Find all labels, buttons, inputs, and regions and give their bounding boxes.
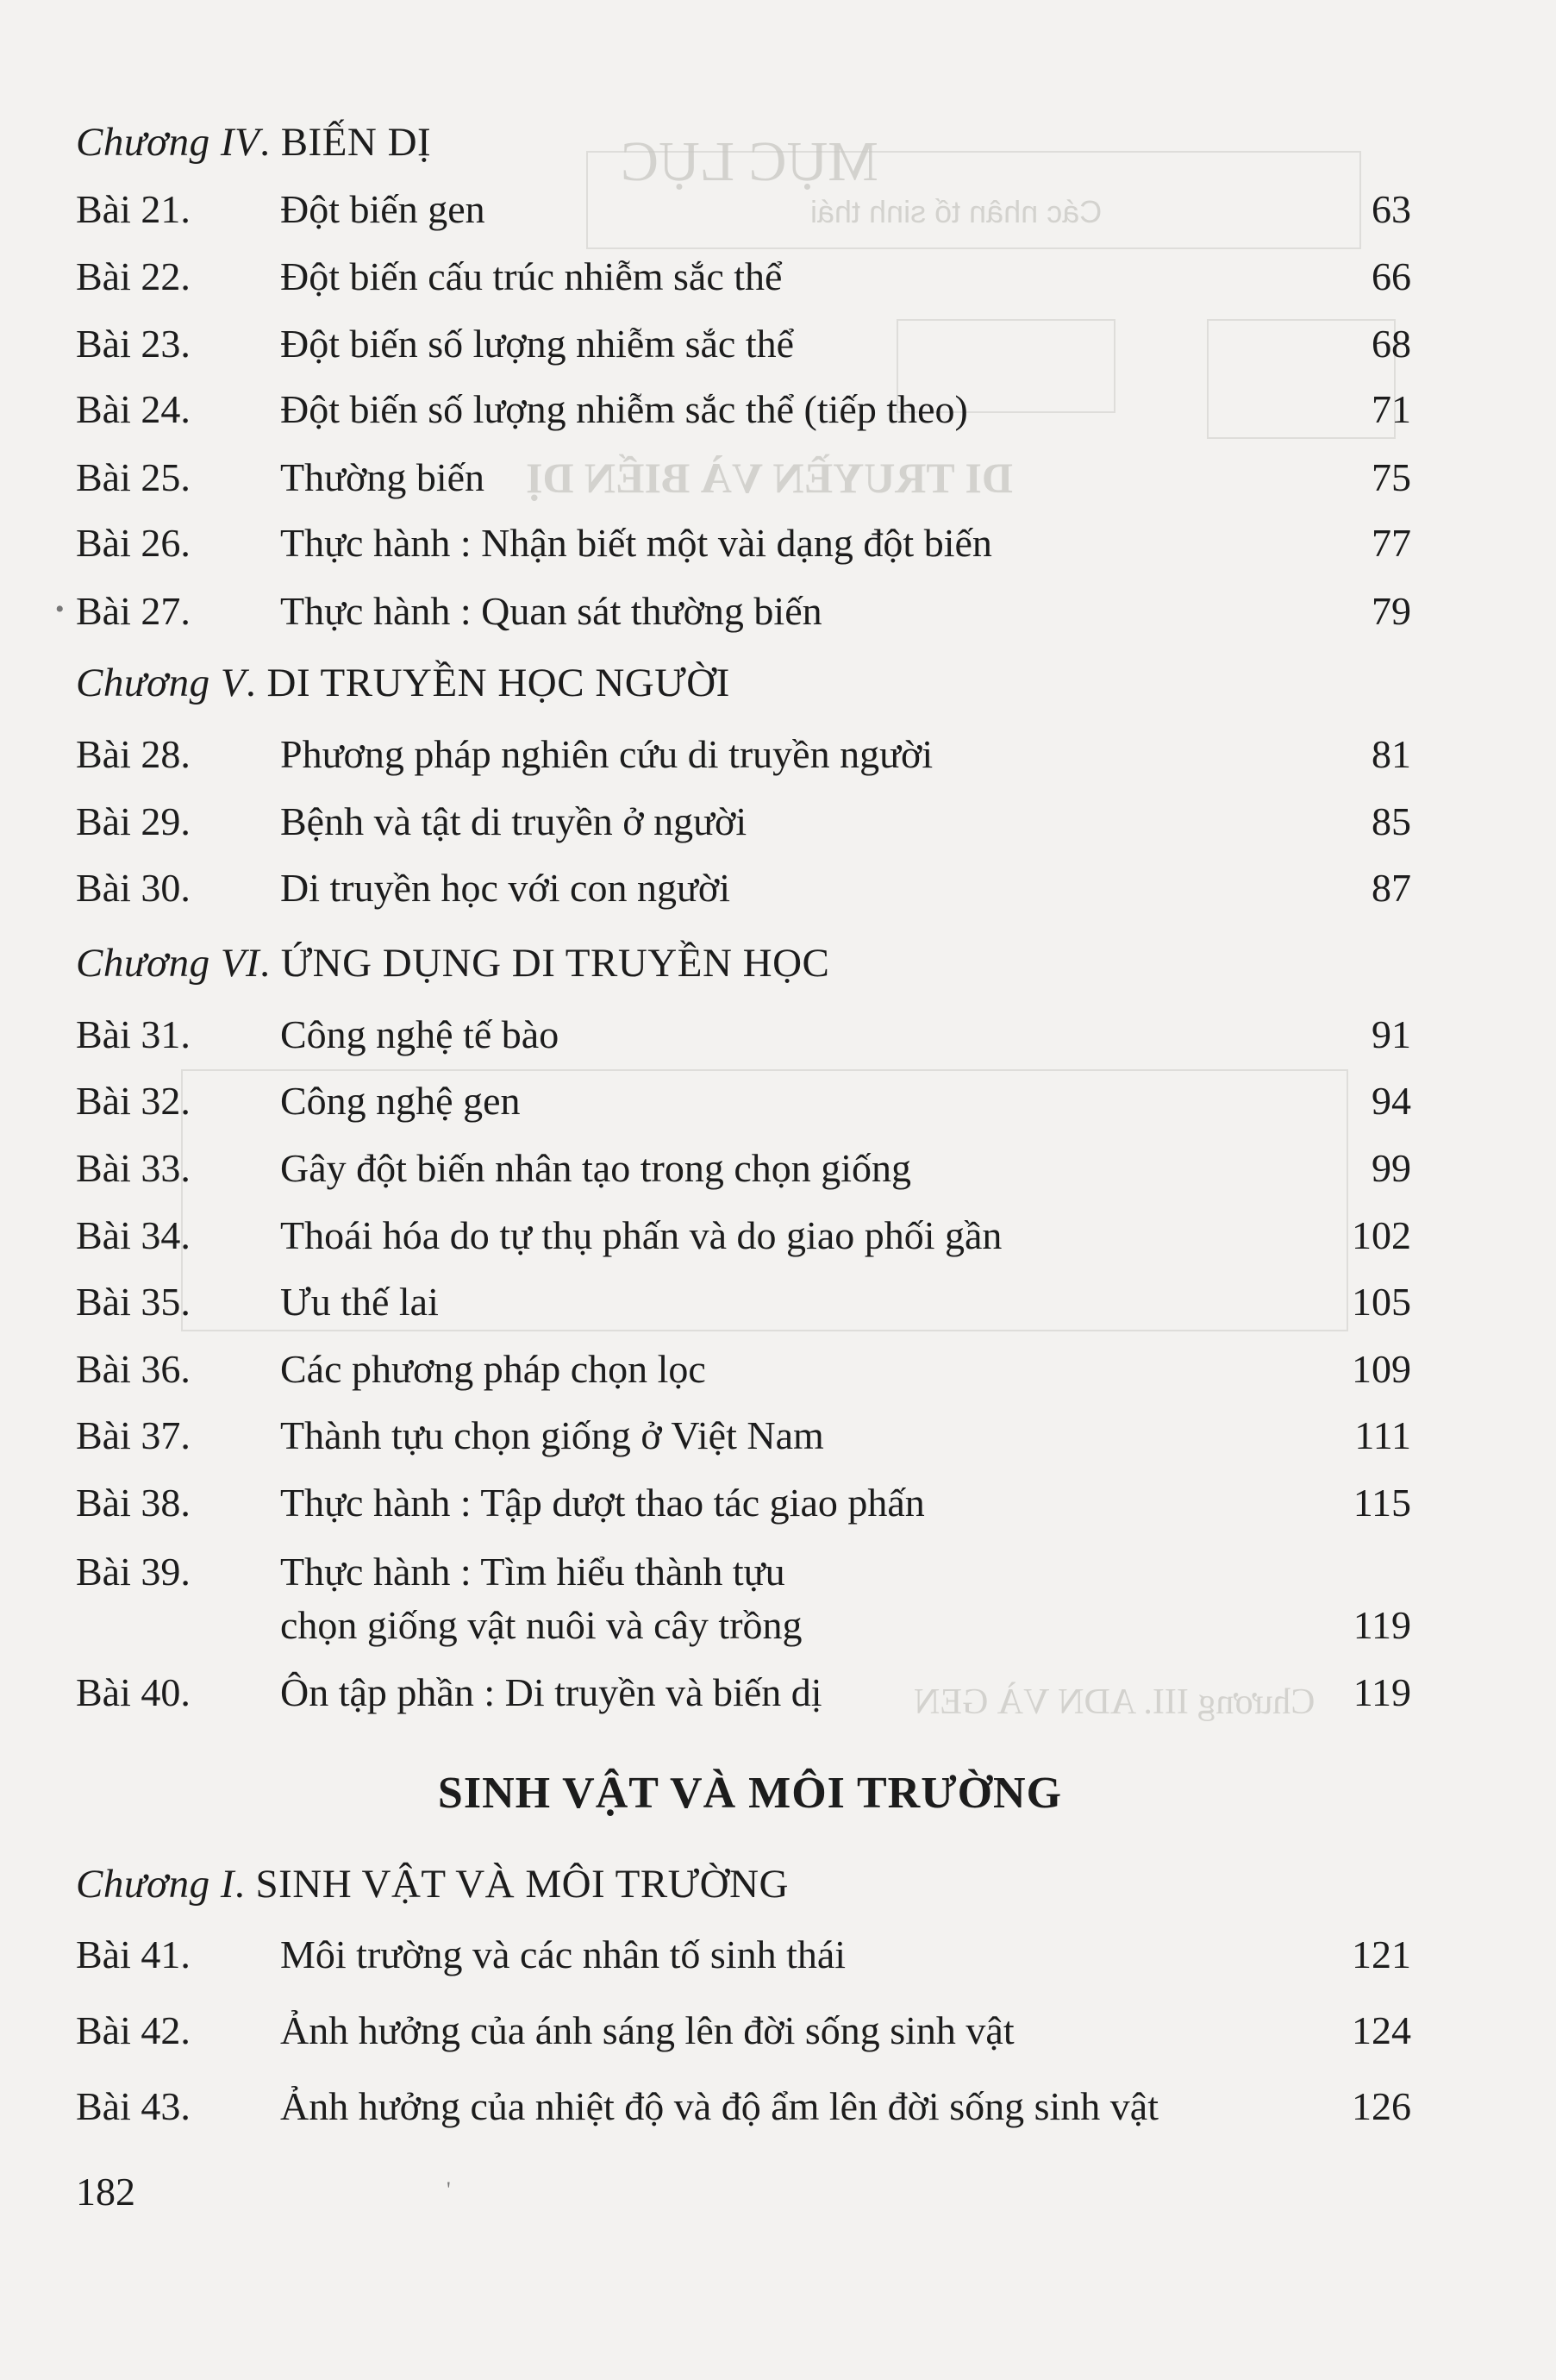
lesson-number: Bài 32.: [76, 1079, 191, 1123]
lesson-title: Thực hành : Quan sát thường biến: [280, 589, 822, 633]
lesson-title: Thực hành : Nhận biết một vài dạng đột biến: [280, 521, 992, 565]
lesson-page: 111: [1354, 1413, 1411, 1457]
part-heading: SINH VẬT VÀ MÔI TRƯỜNG: [437, 1769, 1063, 1818]
lesson-title: Gây đột biến nhân tạo trong chọn giống: [280, 1146, 912, 1190]
chapter-title: . BIẾN DỊ: [259, 120, 432, 165]
lesson-number: Bài 43.: [76, 2084, 191, 2128]
lesson-number: Bài 42.: [76, 2008, 191, 2052]
lesson-number: Bài 22.: [76, 254, 191, 298]
lesson-page: 102: [1352, 1213, 1411, 1257]
stray-mark: •: [55, 595, 65, 623]
lesson-title: Công nghệ gen: [280, 1079, 521, 1123]
lesson-page: 126: [1352, 2084, 1411, 2128]
lesson-title: Bệnh và tật di truyền ở người: [280, 799, 747, 843]
lesson-page: 121: [1352, 1932, 1411, 1976]
lesson-number: Bài 28.: [76, 732, 191, 776]
lesson-page: 71: [1372, 387, 1411, 431]
lesson-title: Ảnh hưởng của ánh sáng lên đời sống sinh vật: [280, 2008, 1015, 2052]
chapter-label: Chương I: [76, 1862, 234, 1907]
lesson-title-line-2: chọn giống vật nuôi và cây trồng: [280, 1603, 803, 1647]
lesson-number: Bài 26.: [76, 521, 191, 565]
lesson-number: Bài 21.: [76, 187, 191, 231]
lesson-number: Bài 35.: [76, 1280, 191, 1324]
lesson-number: Bài 39.: [76, 1550, 191, 1594]
lesson-title: Đột biến số lượng nhiễm sắc thể (tiếp theo): [280, 387, 968, 431]
show-through-heading: MỤC LỤC: [621, 130, 878, 193]
chapter-heading: [76, 660, 730, 706]
chapter-title: . ỨNG DỤNG DI TRUYỀN HỌC: [259, 941, 830, 986]
lesson-title: Thực hành : Tìm hiểu thành tựu: [280, 1550, 785, 1594]
chapter-heading: [76, 119, 431, 166]
lesson-page: 105: [1352, 1280, 1411, 1324]
lesson-title: Đột biến gen: [280, 187, 485, 231]
show-through-part-heading: DI TRUYỀN VÀ BIẾN DỊ: [526, 454, 1013, 502]
lesson-number: Bài 30.: [76, 866, 191, 910]
lesson-page: 66: [1372, 254, 1411, 298]
lesson-number: Bài 34.: [76, 1213, 191, 1257]
lesson-number: Bài 23.: [76, 322, 191, 366]
lesson-title: Công nghệ tế bào: [280, 1012, 559, 1056]
stray-mark: ': [447, 2177, 451, 2202]
lesson-page: 109: [1352, 1347, 1411, 1391]
chapter-label: Chương IV: [76, 120, 260, 165]
chapter-title: . DI TRUYỀN HỌC NGƯỜI: [246, 661, 730, 705]
lesson-number: Bài 29.: [76, 799, 191, 843]
lesson-title: Ảnh hưởng của nhiệt độ và độ ẩm lên đời sống sinh vật: [280, 2084, 1159, 2128]
lesson-page: 79: [1372, 589, 1411, 633]
lesson-title: Thành tựu chọn giống ở Việt Nam: [280, 1413, 824, 1457]
lesson-page: 119: [1353, 1670, 1411, 1714]
lesson-title: Đột biến cấu trúc nhiễm sắc thể: [280, 254, 783, 298]
lesson-page: 63: [1372, 187, 1411, 231]
lesson-number: Bài 36.: [76, 1347, 191, 1391]
lesson-number: Bài 31.: [76, 1012, 191, 1056]
lesson-page: 119: [1353, 1603, 1411, 1647]
chapter-heading: [76, 940, 829, 986]
lesson-page: 85: [1372, 799, 1411, 843]
lesson-page: 115: [1353, 1481, 1411, 1525]
lesson-page: 75: [1372, 455, 1411, 499]
lesson-title: Thoái hóa do tự thụ phấn và do giao phối gần: [280, 1213, 1003, 1257]
lesson-title: Các phương pháp chọn lọc: [280, 1347, 706, 1391]
lesson-page: 81: [1372, 732, 1411, 776]
lesson-title: Môi trường và các nhân tố sinh thái: [280, 1932, 847, 1976]
lesson-page: 77: [1372, 521, 1411, 565]
lesson-title: Ưu thế lai: [280, 1280, 439, 1324]
lesson-number: Bài 33.: [76, 1146, 191, 1190]
lesson-title: Phương pháp nghiên cứu di truyền người: [280, 732, 934, 776]
chapter-label: Chương V: [76, 661, 247, 705]
lesson-page: 124: [1352, 2008, 1411, 2052]
lesson-title: Thường biến: [280, 455, 485, 499]
lesson-page: 87: [1372, 866, 1411, 910]
lesson-number: Bài 24.: [76, 387, 191, 431]
lesson-page: 91: [1372, 1012, 1411, 1056]
chapter-heading: [76, 1861, 789, 1907]
lesson-page: 94: [1372, 1079, 1411, 1123]
lesson-number: Bài 40.: [76, 1670, 191, 1714]
lesson-title: Di truyền học với con người: [280, 866, 730, 910]
show-through-box-text: Các nhân tố sinh thái: [810, 194, 1103, 229]
lesson-number: Bài 27.: [76, 589, 191, 633]
page-number: 182: [76, 2170, 135, 2214]
chapter-title: . SINH VẬT VÀ MÔI TRƯỜNG: [234, 1862, 789, 1907]
lesson-number: Bài 41.: [76, 1932, 191, 1976]
lesson-page: 68: [1372, 322, 1411, 366]
lesson-number: Bài 25.: [76, 455, 191, 499]
show-through-box-3: [1207, 319, 1396, 439]
lesson-title: Đột biến số lượng nhiễm sắc thể: [280, 322, 795, 366]
show-through-chapter3: Chương III. ADN VÀ GEN: [914, 1682, 1315, 1722]
lesson-title: Thực hành : Tập dượt thao tác giao phấn: [280, 1481, 925, 1525]
lesson-title: Ôn tập phần : Di truyền và biến dị: [280, 1670, 822, 1714]
chapter-label: Chương VI: [76, 941, 260, 986]
lesson-number: Bài 38.: [76, 1481, 191, 1525]
lesson-page: 99: [1372, 1146, 1411, 1190]
lesson-number: Bài 37.: [76, 1413, 191, 1457]
